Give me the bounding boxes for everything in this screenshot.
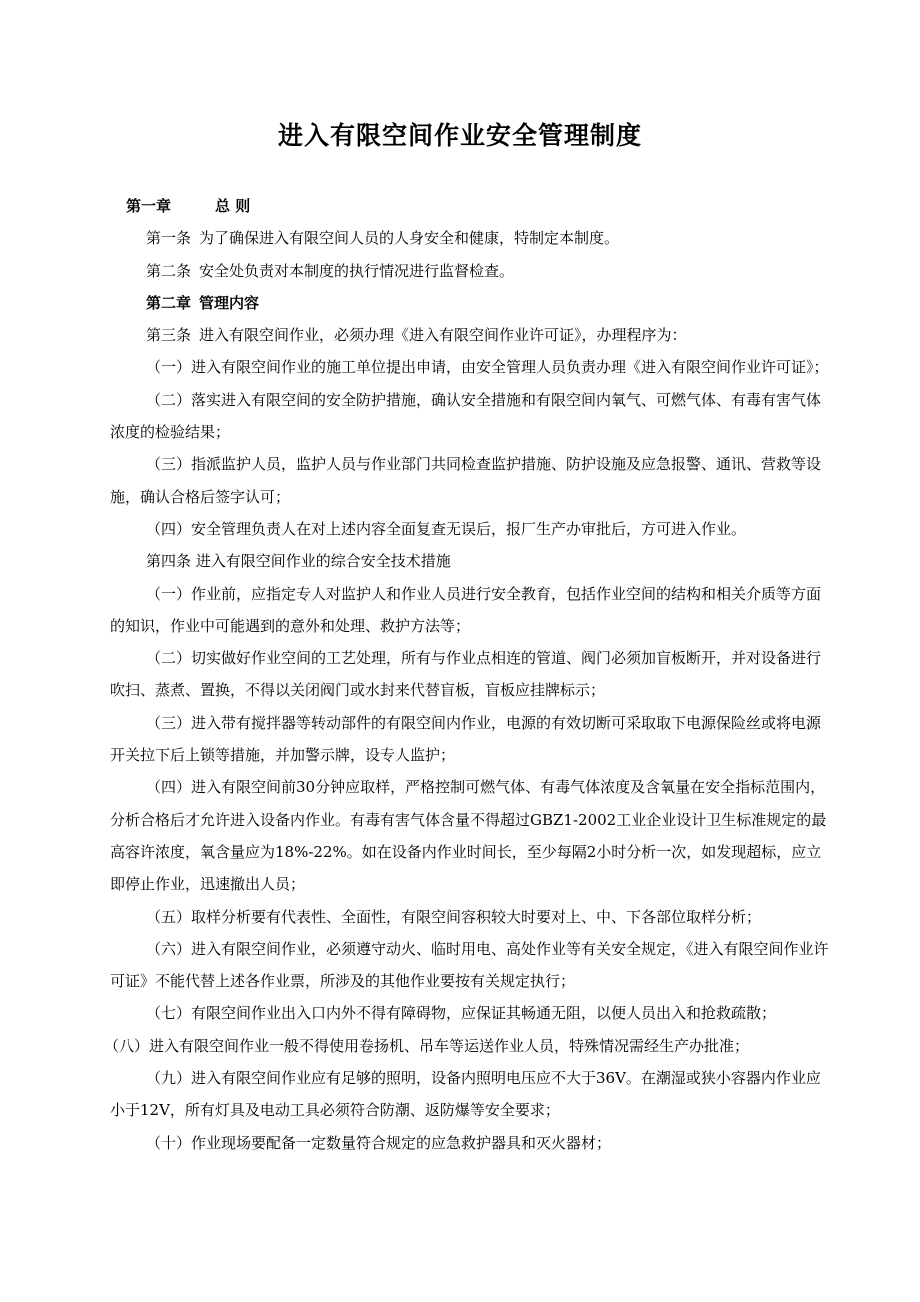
document-body — [104, 190, 830, 1159]
list-item: （六）进入有限空间作业，必须遵守动火、临时用电、高处作业等有关安全规定，《进入有限空间作业许可证》不能代替上述各作业票，所涉及的其他作业要按有关规定执行； — [110, 939, 829, 991]
article-text: 为了确保进入有限空间人员的人身安全和健康，特制定本制度。 — [199, 229, 620, 248]
list-item: （二）落实进入有限空间的安全防护措施，确认安全措施和有限空间内氧气、可燃气体、有毒有害气体浓度的检验结果； — [110, 390, 822, 442]
list-item: （四）进入有限空间前30分钟应取样，严格控制可燃气体、有毒气体浓度及含氧量在安全指标范围内，分析合格后才允许进入设备内作业。有毒有害气体含量不得超过GBZ1-2002工业企业设计卫生标准规定的最高容许浓度，氧含量应为18%-22%。如在设备内作业时间长，至少每隔2小时分析一次，如发现超标，应立即停止作业，迅速撤出人员； — [110, 778, 827, 894]
article-paragraph — [110, 319, 830, 351]
list-item: （二）切实做好作业空间的工艺处理，所有与作业点相连的管道、阀门必须加盲板断开，并对设备进行吹扫、蒸煮、置换，不得以关闭阀门或水封来代替盲板，盲板应挂牌标示； — [110, 649, 822, 700]
list-item: （五）取样分析要有代表性、全面性，有限空间容积较大时要对上、中、下各部位取样分析； — [146, 907, 762, 926]
list-item: （八）进入有限空间作业一般不得使用卷扬机、吊车等运送作业人员，特殊情况需经生产办批准； — [104, 1036, 750, 1055]
list-item: （一）进入有限空间作业的施工单位提出申请，由安全管理人员负责办理《进入有限空间作业许可证》； — [146, 358, 829, 377]
chapter-heading — [110, 287, 830, 319]
chapter-name: 总 则 — [215, 197, 251, 215]
list-item: （七）有限空间作业出入口内外不得有障碍物，应保证其畅通无阻，以便人员出入和抢救疏散； — [146, 1004, 777, 1023]
article-text: 安全处负责对本制度的执行情况进行监督检查。 — [199, 261, 515, 280]
article-text: 进入有限空间作业，必须办理《进入有限空间作业许可证》，办理程序为： — [199, 326, 687, 345]
article-number: 第三条 — [146, 326, 192, 345]
list-item: （三）指派监护人员，监护人员与作业部门共同检查监护措施、防护设施及应急报警、通讯、营救等设施，确认合格后签字认可； — [110, 455, 822, 506]
article-number: 第一条 — [146, 229, 192, 248]
list-item: （十）作业现场要配备一定数量符合规定的应急救护器具和灭火器材； — [146, 1133, 612, 1152]
article-text: 进入有限空间作业的综合安全技术措施 — [195, 552, 451, 571]
chapter-name: 管理内容 — [199, 293, 260, 312]
document-title: 进入有限空间作业安全管理制度 — [277, 121, 642, 150]
list-item: （九）进入有限空间作业应有足够的照明，设备内照明电压应不大于36V。在潮湿或狭小容器内作业应小于12V，所有灯具及电动工具必须符合防潮、返防爆等安全要求； — [110, 1069, 821, 1120]
article-paragraph — [110, 545, 830, 577]
article-number: 第四条 — [146, 552, 192, 571]
list-item: （四）安全管理负责人在对上述内容全面复查无误后，报厂生产办审批后，方可进入作业。 — [146, 519, 747, 538]
article-paragraph — [110, 255, 830, 287]
list-item: （一）作业前，应指定专人对监护人和作业人员进行安全教育，包括作业空间的结构和相关介质等方面的知识，作业中可能遇到的意外和处理、救护方法等； — [110, 584, 822, 635]
article-number: 第二条 — [146, 261, 192, 280]
chapter-number: 第二章 — [146, 293, 192, 312]
chapter-heading — [110, 190, 830, 222]
article-paragraph — [110, 222, 830, 254]
chapter-number: 第一章 — [126, 197, 172, 215]
list-item: （三）进入带有搅拌器等转动部件的有限空间内作业，电源的有效切断可采取取下电源保险丝或将电源开关拉下后上锁等措施，并加警示牌，设专人监护； — [110, 713, 822, 765]
